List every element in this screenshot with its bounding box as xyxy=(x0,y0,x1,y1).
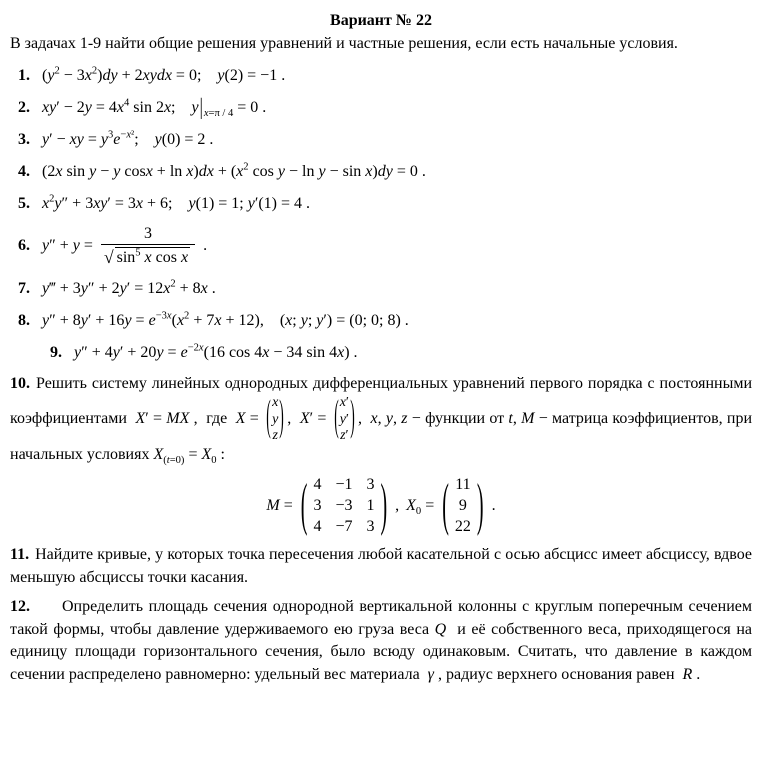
problem-number: 12. xyxy=(10,597,30,615)
problem-row-5 xyxy=(10,192,752,216)
problem-10 xyxy=(10,373,752,467)
problem-number: 7. xyxy=(18,279,30,297)
matrix-x0 xyxy=(441,474,484,539)
left-paren: ( xyxy=(300,474,308,539)
problem-row-3 xyxy=(10,128,752,152)
problem-number: 11. xyxy=(10,546,30,564)
matrix-m-grid xyxy=(313,476,374,536)
problem-formula: $(y^2 - 3x^2)dy$ + 2xydx = 0; y(2) = −1 . xyxy=(42,65,286,84)
right-paren: ) xyxy=(476,474,484,539)
right-paren: ) xyxy=(380,474,388,539)
matrix-cell: 9 xyxy=(458,497,467,515)
problem-formula: y″ + y = 3 √ $\sin^5 x$ cos x . xyxy=(42,224,208,267)
problem-number: 1. xyxy=(18,66,30,84)
matrix-cell: 3 xyxy=(366,476,375,494)
problem-row-7 xyxy=(10,277,752,301)
matrix-m-label: M = xyxy=(266,497,293,515)
problem-formula: $xy' - 2y = 4x^4$ sin 2x; $y|_{x=\pi / 4} = 0$ . xyxy=(42,94,267,120)
problem-row-8 xyxy=(10,309,752,333)
problem-number: 10. xyxy=(10,374,30,392)
problem-row-9 xyxy=(10,341,752,365)
period: . xyxy=(491,497,496,515)
problem-formula: y′ − xy = $y^3e^{-x^2}$; y(0) = 2 . xyxy=(42,129,214,148)
intro-text: В задачах 1-9 найти общие решения уравнений и частные решения, если есть начальные условия. xyxy=(10,35,678,52)
problem-formula: $x^2y'' + 3xy' = 3x + 6$; y(1) = 1; y′(1) = 4 . xyxy=(42,193,311,212)
problem-formula: $y'' + 4y' + 20y = e^{-2x}(16$ cos 4x − 34 sin 4x) . xyxy=(74,342,358,361)
problem-11-text: Найдите кривые, у которых точка пересечения любой касательной с осью абсцисс имеет абсциссу, вдвое меньшую абсциссы точки касания. xyxy=(10,546,752,587)
problem-number: 6. xyxy=(18,237,30,255)
problem-12-text: Определить площадь сечения однородной вертикальной колонны с круглым поперечным сечением такой формы, чтобы давление удерживаемого ею груза веса Q и её собственного веса, приходящегося на единицу площади горизонтального сечения, было всюду одинаковым. Считать, что давление в каждом сечении распределено равномерно: удельный вес материала γ , радиус верхнего основания равен R . xyxy=(10,597,752,684)
matrix-m xyxy=(300,474,388,539)
matrix-cell: 1 xyxy=(366,497,375,515)
problem-number: 8. xyxy=(18,311,30,329)
page-title: Вариант № 22 xyxy=(330,12,432,29)
worksheet xyxy=(10,12,752,687)
problem-10-text: Решить систему линейных однородных дифференциальных уравнений первого порядка с постоянными коэффициентами X′ = MX , где X = ( x y z ) , X′ = ( x′ y′ z′ ) , x, y, z − функции от t, M − матрица коэффициентов, при начальных условиях $X_{(t=0)} = X_0$ : xyxy=(10,374,753,466)
problem-number: 4. xyxy=(18,162,30,180)
matrix-cell: −3 xyxy=(335,497,353,515)
x0-label: $X_0$ = xyxy=(406,497,435,518)
matrix-cell: −7 xyxy=(335,518,353,536)
matrix-cell: 4 xyxy=(313,476,322,494)
matrix-cell: −1 xyxy=(335,476,353,494)
left-paren: ( xyxy=(442,474,449,539)
matrix-x0-grid xyxy=(455,476,471,536)
problem-number: 2. xyxy=(18,98,30,116)
problem-number: 5. xyxy=(18,194,30,212)
problem-row-6 xyxy=(10,224,752,269)
matrix-cell: 11 xyxy=(455,476,471,494)
matrix-cell: 4 xyxy=(313,518,322,536)
matrix-equation xyxy=(10,474,752,539)
problem-list xyxy=(10,64,752,365)
problem-row-4 xyxy=(10,160,752,184)
problem-number: 9. xyxy=(50,343,62,361)
matrix-cell: 22 xyxy=(454,518,471,536)
matrix-cell: 3 xyxy=(366,518,375,536)
problem-row-2 xyxy=(10,96,752,120)
problem-formula: $y'' + 8y' + 16y = e^{-3x}(x^2 + 7x + 12)$, (x; y; y′) = (0; 0; 8) . xyxy=(42,310,409,329)
problem-12 xyxy=(10,596,752,687)
separator: , xyxy=(395,497,400,515)
problem-formula: y‴ + $3y'' + 2y' = 12x^2 + 8x$ . xyxy=(42,278,216,297)
problem-11 xyxy=(10,544,752,589)
matrix-cell: 3 xyxy=(313,497,322,515)
problem-row-1 xyxy=(10,64,752,88)
problem-formula: (2x sin y − y $\cos x + \ln x)dx + (x^2$ cos y − ln y − sin x)dy = 0 . xyxy=(42,161,426,180)
problem-number: 3. xyxy=(18,130,30,148)
